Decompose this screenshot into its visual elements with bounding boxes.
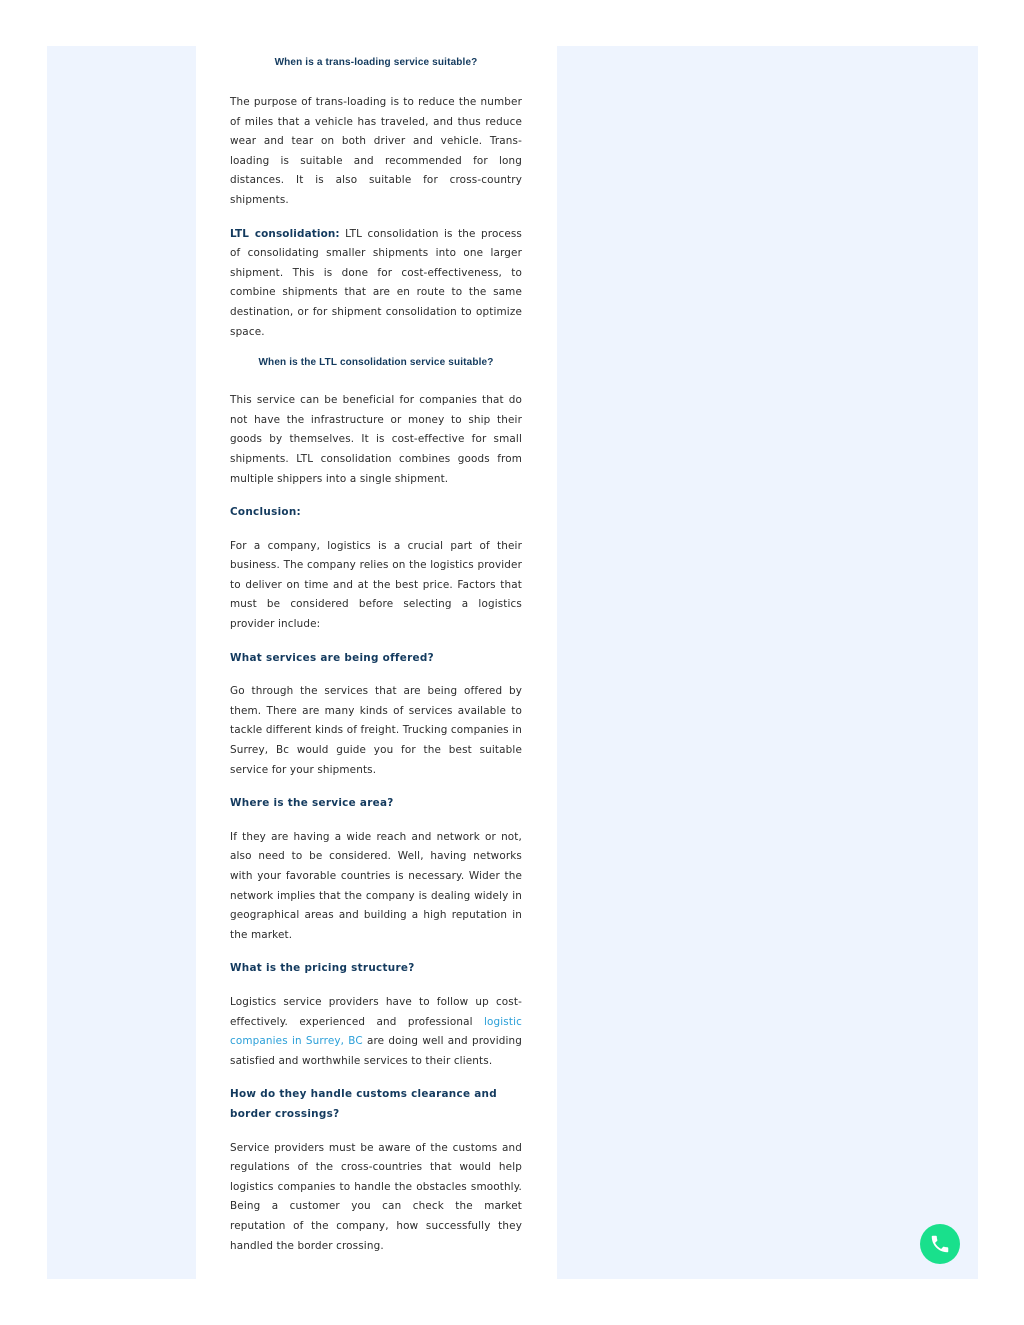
ltl-consolidation-text: LTL consolidation is the process of consolidating smaller shipments into one larger shipment. This is done for cost-effectiveness, to combine shipments that are en route to the same destination, or for shipment consolidation to optimize space. [230, 227, 522, 338]
ltl-consolidation-lead: LTL consolidation: [230, 227, 340, 240]
service-area-paragraph: If they are having a wide reach and network or not, also need to be considered. Well, having networks with your favorable countries is necessary. Wider the network implies that the company is dealing widely in geographical areas and building a high reputation in the market. [230, 830, 522, 941]
phone-icon [929, 1233, 951, 1255]
pricing-paragraph [230, 993, 522, 1071]
pricing-heading: What is the pricing structure? [230, 962, 415, 975]
ltl-suitable-heading: When is the LTL consolidation service suitable? [258, 357, 494, 369]
services-heading: What services are being offered? [230, 651, 434, 664]
conclusion-heading: Conclusion: [230, 506, 302, 519]
call-button[interactable] [920, 1224, 960, 1264]
article-body [230, 46, 522, 1270]
ltl-consolidation-paragraph [230, 225, 522, 343]
trans-loading-paragraph: The purpose of trans-loading is to reduce the number of miles that a vehicle has traveled, and thus reduce wear and tear on both driver and vehicle. Trans-loading is suitable and recommended for long distances. It is also suitable for cross-country shipments. [230, 96, 522, 206]
pricing-text-before: Logistics service providers have to follow up cost-effectively. experienced and professional [230, 995, 522, 1028]
right-side-panel [557, 46, 978, 1279]
conclusion-paragraph: For a company, logistics is a crucial part of their business. The company relies on the logistics provider to deliver on time and at the best price. Factors that must be considered before selecting a logistics provider include: [230, 539, 522, 631]
services-paragraph: Go through the services that are being offered by them. There are many kinds of services available to tackle different kinds of freight. Trucking companies in Surrey, Bc would guide you for the best suitable service for your shipments. [230, 685, 522, 776]
service-area-heading: Where is the service area? [230, 797, 394, 810]
left-side-panel [47, 46, 196, 1279]
ltl-suitable-paragraph: This service can be beneficial for companies that do not have the infrastructure or money to ship their goods by themselves. It is cost-effective for small shipments. LTL consolidation combines goods from multiple shippers into a single shipment. [230, 394, 522, 485]
trans-loading-heading: When is a trans-loading service suitable? [274, 57, 478, 68]
pricing-text-after: are doing well and providing satisfied and worthwhile services to their clients. [230, 1035, 522, 1067]
logistic-companies-link[interactable]: logistic companies in Surrey, BC [230, 1015, 522, 1048]
customs-paragraph: Service providers must be aware of the customs and regulations of the cross-countries that would help logistics companies to handle the obstacles smoothly. Being a customer you can check the market reputation of the company, how successfully they handled the border crossing. [230, 1141, 522, 1252]
customs-heading: How do they handle customs clearance and border crossings? [230, 1088, 497, 1120]
